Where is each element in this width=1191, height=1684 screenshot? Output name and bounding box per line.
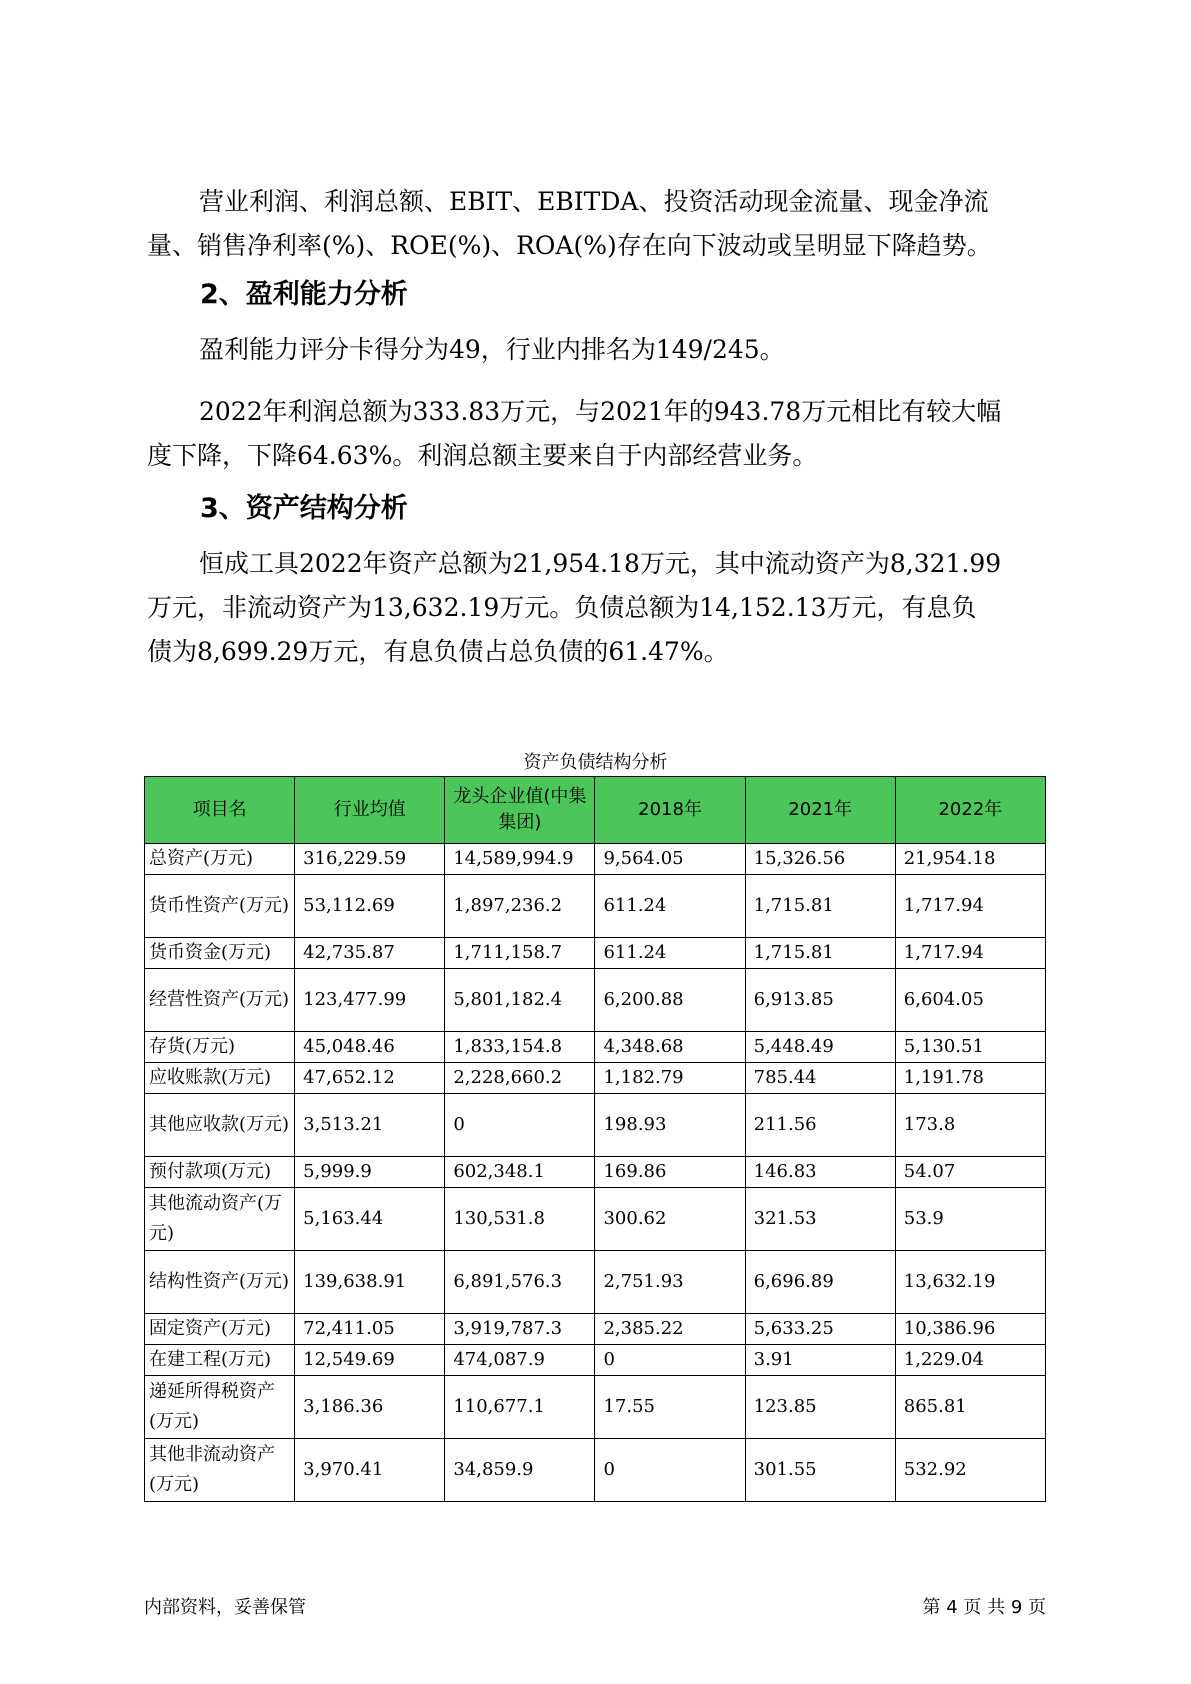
table-row bbox=[145, 1063, 1046, 1094]
cell-2021: 301.55 bbox=[745, 1439, 895, 1502]
cell-industry-average: 45,048.46 bbox=[295, 1032, 445, 1063]
row-label: 其他流动资产(万元) bbox=[145, 1188, 295, 1251]
table-row bbox=[145, 1157, 1046, 1188]
cell-industry-average: 42,735.87 bbox=[295, 938, 445, 969]
cell-2018: 0 bbox=[595, 1439, 745, 1502]
intro-line-1: 营业利润、利润总额、EBIT、EBITDA、投资活动现金流量、现金净流 bbox=[199, 187, 989, 216]
header-industry-average: 行业均值 bbox=[295, 777, 445, 844]
row-label: 其他非流动资产(万元) bbox=[145, 1439, 295, 1502]
table-row bbox=[145, 844, 1046, 875]
cell-2022: 21,954.18 bbox=[895, 844, 1045, 875]
table-row bbox=[145, 1376, 1046, 1439]
table-row bbox=[145, 1314, 1046, 1345]
table-row bbox=[145, 969, 1046, 1032]
section-3-paragraph bbox=[147, 542, 1047, 674]
header-2018: 2018年 bbox=[595, 777, 745, 844]
row-label: 在建工程(万元) bbox=[145, 1345, 295, 1376]
footer-page-number: 第 4 页 共 9 页 bbox=[922, 1597, 1046, 1618]
row-label: 经营性资产(万元) bbox=[145, 969, 295, 1032]
header-2022: 2022年 bbox=[895, 777, 1045, 844]
row-label: 应收账款(万元) bbox=[145, 1063, 295, 1094]
section-2-p2-line-2: 度下降，下降64.63%。利润总额主要来自于内部经营业务。 bbox=[147, 441, 818, 470]
intro-line-2: 量、销售净利率(%)、ROE(%)、ROA(%)存在向下波动或呈明显下降趋势。 bbox=[147, 231, 992, 260]
cell-leader-value: 6,891,576.3 bbox=[445, 1251, 595, 1314]
cell-2018: 611.24 bbox=[595, 938, 745, 969]
header-2021: 2021年 bbox=[745, 777, 895, 844]
cell-industry-average: 3,513.21 bbox=[295, 1094, 445, 1157]
cell-2021: 6,696.89 bbox=[745, 1251, 895, 1314]
cell-2021: 211.56 bbox=[745, 1094, 895, 1157]
row-label: 货币资金(万元) bbox=[145, 938, 295, 969]
cell-2018: 611.24 bbox=[595, 875, 745, 938]
cell-2022: 532.92 bbox=[895, 1439, 1045, 1502]
cell-2018: 169.86 bbox=[595, 1157, 745, 1188]
row-label: 预付款项(万元) bbox=[145, 1157, 295, 1188]
cell-leader-value: 602,348.1 bbox=[445, 1157, 595, 1188]
cell-2022: 53.9 bbox=[895, 1188, 1045, 1251]
cell-2021: 5,448.49 bbox=[745, 1032, 895, 1063]
section-3-title: 3、资产结构分析 bbox=[200, 493, 408, 524]
cell-industry-average: 47,652.12 bbox=[295, 1063, 445, 1094]
balance-structure-table bbox=[144, 776, 1046, 1502]
cell-industry-average: 5,999.9 bbox=[295, 1157, 445, 1188]
cell-2021: 15,326.56 bbox=[745, 844, 895, 875]
row-label: 货币性资产(万元) bbox=[145, 875, 295, 938]
cell-leader-value: 110,677.1 bbox=[445, 1376, 595, 1439]
cell-leader-value: 130,531.8 bbox=[445, 1188, 595, 1251]
section-2-title: 2、盈利能力分析 bbox=[200, 279, 408, 310]
table-body bbox=[145, 844, 1046, 1502]
cell-2022: 5,130.51 bbox=[895, 1032, 1045, 1063]
cell-2018: 300.62 bbox=[595, 1188, 745, 1251]
cell-2021: 3.91 bbox=[745, 1345, 895, 1376]
table-row bbox=[145, 1345, 1046, 1376]
section-3-line-1: 恒成工具2022年资产总额为21,954.18万元，其中流动资产为8,321.99 bbox=[199, 549, 1002, 578]
cell-2022: 10,386.96 bbox=[895, 1314, 1045, 1345]
row-label: 递延所得税资产(万元) bbox=[145, 1376, 295, 1439]
header-leader-value: 龙头企业值(中集集团) bbox=[445, 777, 595, 844]
cell-2022: 54.07 bbox=[895, 1157, 1045, 1188]
table-row bbox=[145, 1439, 1046, 1502]
row-label: 其他应收款(万元) bbox=[145, 1094, 295, 1157]
cell-2022: 1,717.94 bbox=[895, 875, 1045, 938]
cell-leader-value: 1,833,154.8 bbox=[445, 1032, 595, 1063]
header-item-name: 项目名 bbox=[145, 777, 295, 844]
section-2-paragraph-2 bbox=[147, 390, 1047, 478]
cell-2022: 1,191.78 bbox=[895, 1063, 1045, 1094]
cell-leader-value: 14,589,994.9 bbox=[445, 844, 595, 875]
cell-2022: 1,229.04 bbox=[895, 1345, 1045, 1376]
cell-2021: 1,715.81 bbox=[745, 938, 895, 969]
section-2-p2-line-1: 2022年利润总额为333.83万元，与2021年的943.78万元相比有较大幅 bbox=[199, 397, 1002, 426]
cell-2018: 4,348.68 bbox=[595, 1032, 745, 1063]
row-label: 存货(万元) bbox=[145, 1032, 295, 1063]
table-row bbox=[145, 938, 1046, 969]
cell-industry-average: 316,229.59 bbox=[295, 844, 445, 875]
cell-leader-value: 2,228,660.2 bbox=[445, 1063, 595, 1094]
cell-2021: 123.85 bbox=[745, 1376, 895, 1439]
table-row bbox=[145, 1094, 1046, 1157]
cell-2022: 173.8 bbox=[895, 1094, 1045, 1157]
cell-2022: 6,604.05 bbox=[895, 969, 1045, 1032]
cell-2018: 2,751.93 bbox=[595, 1251, 745, 1314]
table-header-row bbox=[145, 777, 1046, 844]
section-3-line-3: 债为8,699.29万元，有息负债占总负债的61.47%。 bbox=[147, 637, 729, 666]
table-caption: 资产负债结构分析 bbox=[523, 752, 668, 773]
cell-2022: 1,717.94 bbox=[895, 938, 1045, 969]
cell-2021: 5,633.25 bbox=[745, 1314, 895, 1345]
cell-2018: 0 bbox=[595, 1345, 745, 1376]
cell-2021: 146.83 bbox=[745, 1157, 895, 1188]
cell-2018: 2,385.22 bbox=[595, 1314, 745, 1345]
row-label: 总资产(万元) bbox=[145, 844, 295, 875]
cell-industry-average: 3,186.36 bbox=[295, 1376, 445, 1439]
cell-2021: 1,715.81 bbox=[745, 875, 895, 938]
cell-industry-average: 123,477.99 bbox=[295, 969, 445, 1032]
table-row bbox=[145, 1188, 1046, 1251]
cell-2018: 198.93 bbox=[595, 1094, 745, 1157]
cell-2018: 9,564.05 bbox=[595, 844, 745, 875]
cell-leader-value: 474,087.9 bbox=[445, 1345, 595, 1376]
table-row bbox=[145, 875, 1046, 938]
cell-2022: 13,632.19 bbox=[895, 1251, 1045, 1314]
table-row bbox=[145, 1251, 1046, 1314]
cell-leader-value: 0 bbox=[445, 1094, 595, 1157]
row-label: 固定资产(万元) bbox=[145, 1314, 295, 1345]
table-row bbox=[145, 1032, 1046, 1063]
section-2-paragraph-1 bbox=[147, 328, 1047, 372]
cell-leader-value: 5,801,182.4 bbox=[445, 969, 595, 1032]
cell-leader-value: 3,919,787.3 bbox=[445, 1314, 595, 1345]
cell-2022: 865.81 bbox=[895, 1376, 1045, 1439]
section-3-line-2: 万元，非流动资产为13,632.19万元。负债总额为14,152.13万元，有息负 bbox=[147, 593, 977, 622]
cell-industry-average: 12,549.69 bbox=[295, 1345, 445, 1376]
cell-2018: 1,182.79 bbox=[595, 1063, 745, 1094]
footer-confidential-note: 内部资料，妥善保管 bbox=[144, 1597, 306, 1618]
cell-leader-value: 1,711,158.7 bbox=[445, 938, 595, 969]
cell-2021: 785.44 bbox=[745, 1063, 895, 1094]
cell-leader-value: 1,897,236.2 bbox=[445, 875, 595, 938]
cell-industry-average: 139,638.91 bbox=[295, 1251, 445, 1314]
cell-2021: 6,913.85 bbox=[745, 969, 895, 1032]
cell-2021: 321.53 bbox=[745, 1188, 895, 1251]
section-2-p1: 盈利能力评分卡得分为49，行业内排名为149/245。 bbox=[199, 335, 785, 364]
cell-industry-average: 5,163.44 bbox=[295, 1188, 445, 1251]
cell-industry-average: 72,411.05 bbox=[295, 1314, 445, 1345]
intro-paragraph bbox=[147, 180, 1047, 268]
cell-2018: 17.55 bbox=[595, 1376, 745, 1439]
cell-industry-average: 3,970.41 bbox=[295, 1439, 445, 1502]
cell-2018: 6,200.88 bbox=[595, 969, 745, 1032]
cell-leader-value: 34,859.9 bbox=[445, 1439, 595, 1502]
cell-industry-average: 53,112.69 bbox=[295, 875, 445, 938]
row-label: 结构性资产(万元) bbox=[145, 1251, 295, 1314]
